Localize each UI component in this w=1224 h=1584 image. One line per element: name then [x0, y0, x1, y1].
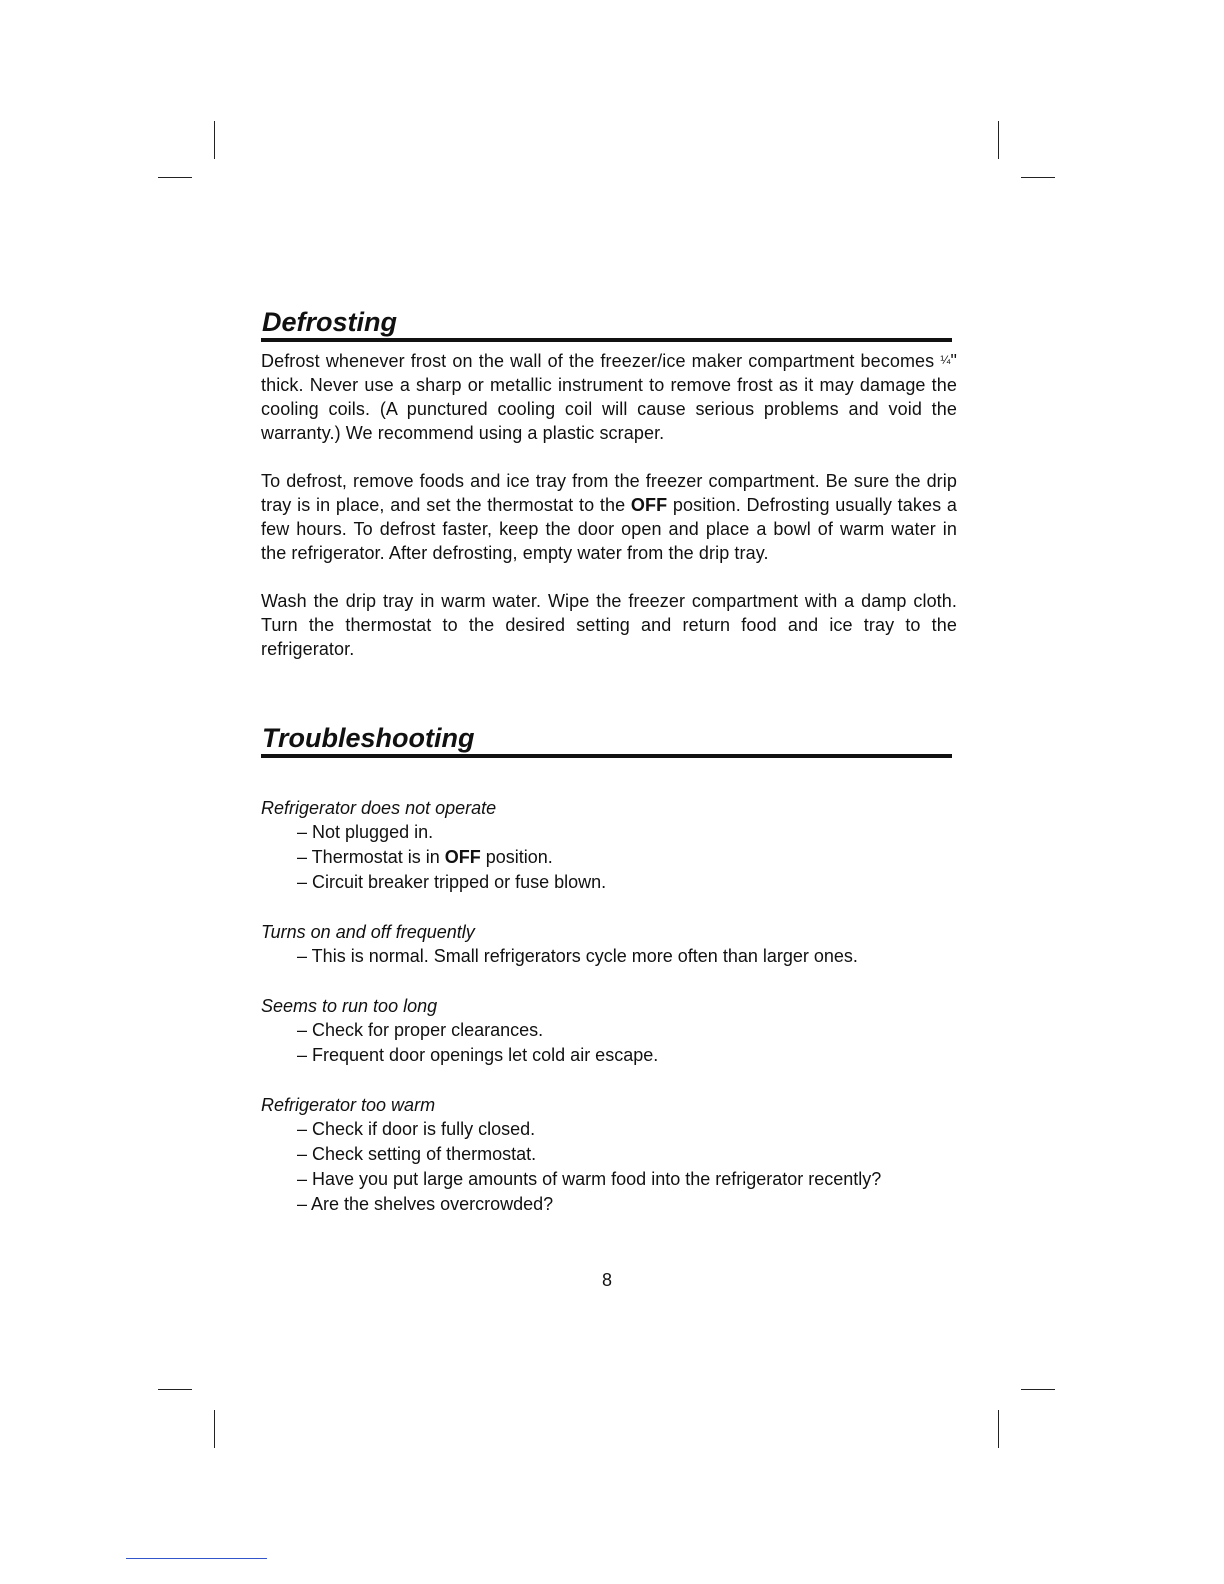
text-span: To defrost, remove foods and ice tray from the freezer compartment. Be sure the drip tray is in place, and set the thermostat to the: [261, 471, 957, 515]
problem-group: [261, 1093, 957, 1217]
crop-mark-bottom-right-h: [1021, 1389, 1055, 1390]
text-span: position.: [480, 847, 553, 867]
crop-mark-top-right-v: [998, 121, 999, 159]
problem-title: Refrigerator does not operate: [261, 798, 497, 818]
problem-group: [261, 994, 957, 1068]
text-span: Defrost whenever frost on the wall of the freezer/ice maker compartment becomes: [261, 351, 941, 371]
troubleshooting-section: [261, 722, 957, 1217]
crop-mark-bottom-left-h: [158, 1389, 192, 1390]
off-emphasis: OFF: [630, 495, 668, 515]
crop-mark-top-left-v: [214, 121, 215, 159]
text-span: – Thermostat is in: [297, 847, 445, 867]
list-item: – Circuit breaker tripped or fuse blown.: [297, 872, 607, 892]
page-number: 8: [601, 1270, 612, 1290]
problem-title: Seems to run too long: [261, 996, 438, 1016]
defrosting-heading: Defrosting: [261, 306, 952, 342]
list-item: – Frequent door openings let cold air escape.: [297, 1045, 659, 1065]
list-item: [261, 845, 957, 870]
crop-mark-top-left-h: [158, 177, 192, 178]
list-item: – Check setting of thermostat.: [297, 1144, 537, 1164]
off-emphasis: OFF: [444, 847, 481, 867]
defrosting-section: [261, 306, 957, 661]
problem-group: [261, 796, 957, 895]
list-item: – This is normal. Small refrigerators cycle more often than larger ones.: [297, 946, 858, 966]
list-item: – Are the shelves overcrowded?: [297, 1194, 554, 1214]
link-underline[interactable]: [126, 1558, 267, 1559]
defrosting-paragraph-3: Wash the drip tray in warm water. Wipe the freezer compartment with a damp cloth. Turn the thermostat to the desired setting and return food and ice tray to the refrigerator.: [261, 591, 957, 659]
list-item: – Check for proper clearances.: [297, 1020, 544, 1040]
crop-mark-bottom-left-v: [214, 1410, 215, 1448]
fraction-quarter: ¼: [940, 353, 951, 367]
list-item: – Not plugged in.: [297, 822, 434, 842]
text-span: " thick. Never use a sharp or metallic instrument to remove frost as it may damage the cooling coils. (A punctured cooling coil will cause serious problems and void the warranty.) We recommend using a plastic scraper.: [261, 351, 957, 443]
list-item: – Have you put large amounts of warm food into the refrigerator recently?: [297, 1169, 882, 1189]
list-item: – Check if door is fully closed.: [297, 1119, 536, 1139]
problem-title: Turns on and off frequently: [261, 922, 475, 942]
defrosting-paragraph-2: [261, 469, 957, 565]
page-content: [261, 306, 957, 1214]
crop-mark-bottom-right-v: [998, 1410, 999, 1448]
problem-title: Refrigerator too warm: [261, 1095, 436, 1115]
troubleshooting-heading: Troubleshooting: [261, 722, 952, 758]
crop-mark-top-right-h: [1021, 177, 1055, 178]
defrosting-paragraph-1: [261, 348, 957, 445]
text-span: position. Defrosting usually takes a few hours. To defrost faster, keep the door open and place a bowl of warm water in the refrigerator. After defrosting, empty water from the drip tray.: [261, 495, 957, 563]
problem-group: [261, 920, 957, 969]
